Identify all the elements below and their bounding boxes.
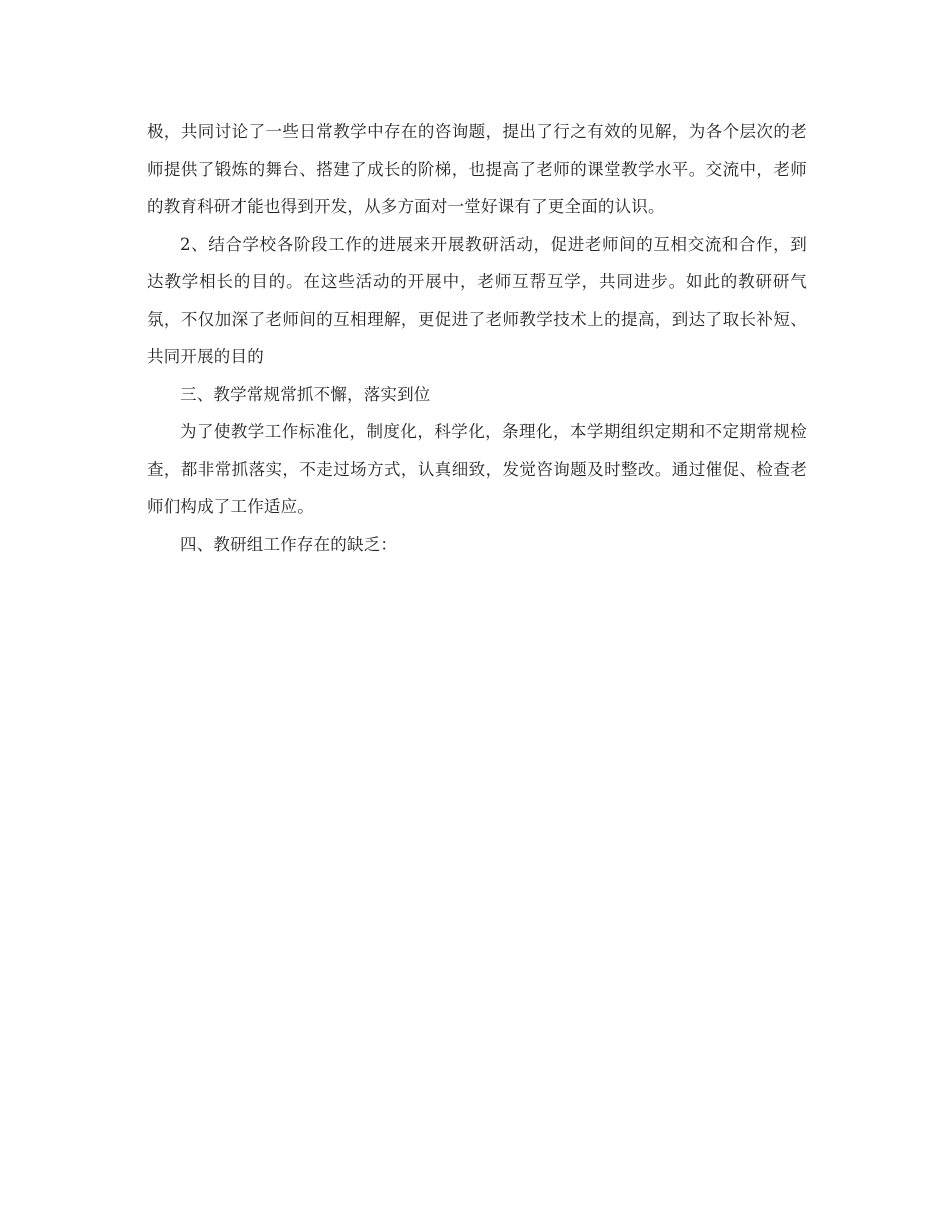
section-heading-4: 四、教研组工作存在的缺乏： bbox=[180, 534, 398, 554]
paragraph-item-2: 2、结合学校各阶段工作的进展来开展教研活动，促进老师间的互相交流和合作，到达教学相长的目的。在这些活动的开展中，老师互帮互学，共同进步。如此的教研研气氛，不仅加深了老师间的互相理解，更促进了老师教学技术上的提高，到达了取长补短、共同开展的目的 bbox=[147, 234, 807, 366]
paragraph-routine-checks: 为了使教学工作标准化，制度化，科学化，条理化，本学期组织定期和不定期常规检查，都非常抓落实，不走过场方式，认真细致，发觉咨询题及时整改。通过催促、检查老师们构成了工作适应。 bbox=[147, 422, 807, 516]
paragraph-continuation: 极，共同讨论了一些日常教学中存在的咨询题，提出了行之有效的见解，为各个层次的老师提供了锻炼的舞台、搭建了成长的阶梯，也提高了老师的课堂教学水平。交流中，老师的教育科研才能也得到开发，从多方面对一堂好课有了更全面的认识。 bbox=[147, 122, 807, 216]
section-heading-3: 三、教学常规常抓不懈，落实到位 bbox=[180, 384, 431, 404]
document-body bbox=[147, 113, 807, 563]
